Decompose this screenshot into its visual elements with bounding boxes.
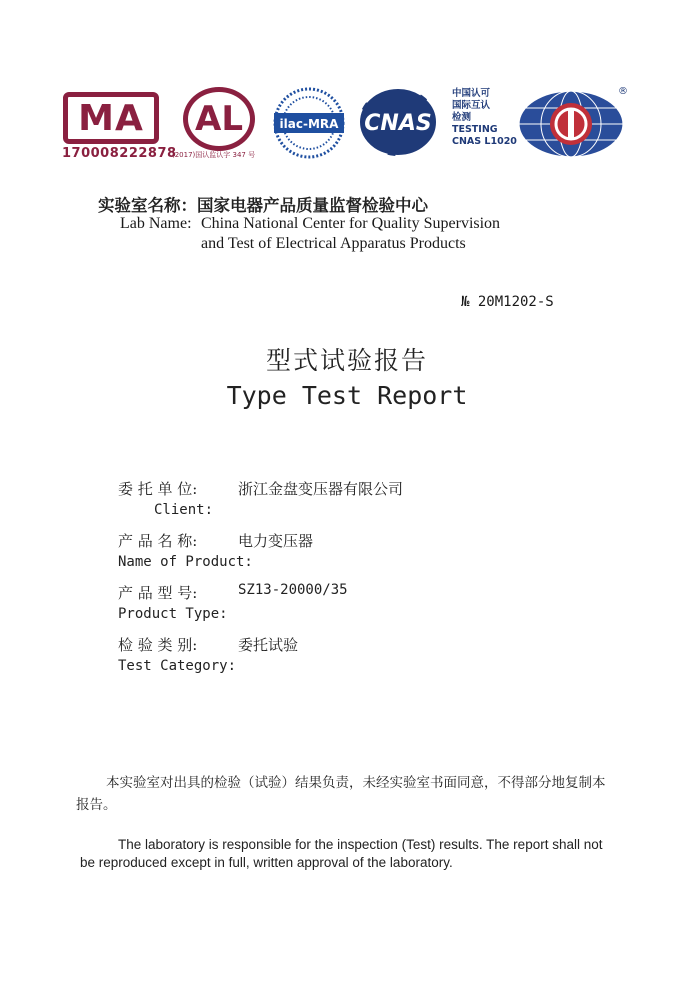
cal-logo — [183, 87, 255, 151]
cnas-side-line: CNAS L1020 — [452, 136, 517, 147]
test-category-label-en: Test Category: — [118, 658, 237, 674]
notice-chinese: 本实验室对出具的检验（试验）结果负责，未经实验室书面同意，不得部分地复制本报告。 — [76, 775, 606, 813]
lab-name-chinese: 实验室名称：国家电器产品质量监督检验中心 — [98, 196, 428, 215]
cnas-side-line: TESTING — [452, 124, 498, 135]
registered-mark: ® — [618, 86, 628, 97]
cma-logo-text: MA — [78, 97, 144, 139]
test-category-label-cn: 检 验 类 别: — [118, 636, 198, 654]
ilac-mra-logo — [270, 86, 348, 160]
lab-name-label: Lab Name: — [120, 215, 192, 232]
cnas-logo-text: CNAS — [364, 111, 432, 136]
cal-logo-text: AL — [195, 99, 243, 139]
ilac-mra-text: ilac-MRA — [279, 117, 339, 131]
report-number: № 20M1202-S — [461, 294, 554, 310]
product-name-value: 电力变压器 — [238, 532, 314, 550]
client-label-en: Client: — [154, 502, 214, 518]
product-name-label-cn: 产 品 名 称: — [118, 532, 198, 550]
client-value: 浙江金盘变压器有限公司 — [238, 480, 404, 498]
report-title-english: Type Test Report — [226, 381, 468, 410]
cal-certificate-number: (2017)国认监认字 347 号 — [172, 151, 256, 159]
product-name-label-en: Name of Product: — [118, 554, 253, 570]
notice-english: The laboratory is responsible for the inspection (Test) results. The report shall not be reproduced except in full, written approval of the laboratory. — [80, 837, 603, 870]
lab-name-english-line2: and Test of Electrical Apparatus Products — [201, 235, 466, 252]
cma-certificate-number: 170008222878 — [62, 146, 177, 161]
lab-name-english-line1: China National Center for Quality Supervision — [201, 215, 501, 232]
cnas-side-line: 国际互认 — [452, 100, 491, 111]
product-type-value: SZ13-20000/35 — [238, 582, 348, 598]
globe-seal-logo — [517, 88, 625, 160]
report-title-chinese: 型式试验报告 — [265, 346, 428, 375]
product-type-label-cn: 产 品 型 号: — [118, 584, 198, 602]
cma-logo — [63, 92, 159, 144]
cnas-side-line: 检测 — [452, 112, 472, 123]
product-type-label-en: Product Type: — [118, 606, 228, 622]
test-category-value: 委托试验 — [238, 636, 299, 654]
cnas-accreditation-text — [452, 88, 517, 148]
cnas-side-line: 中国认可 — [452, 88, 491, 99]
cnas-logo — [357, 86, 439, 158]
client-label-cn: 委 托 单 位: — [118, 480, 198, 498]
